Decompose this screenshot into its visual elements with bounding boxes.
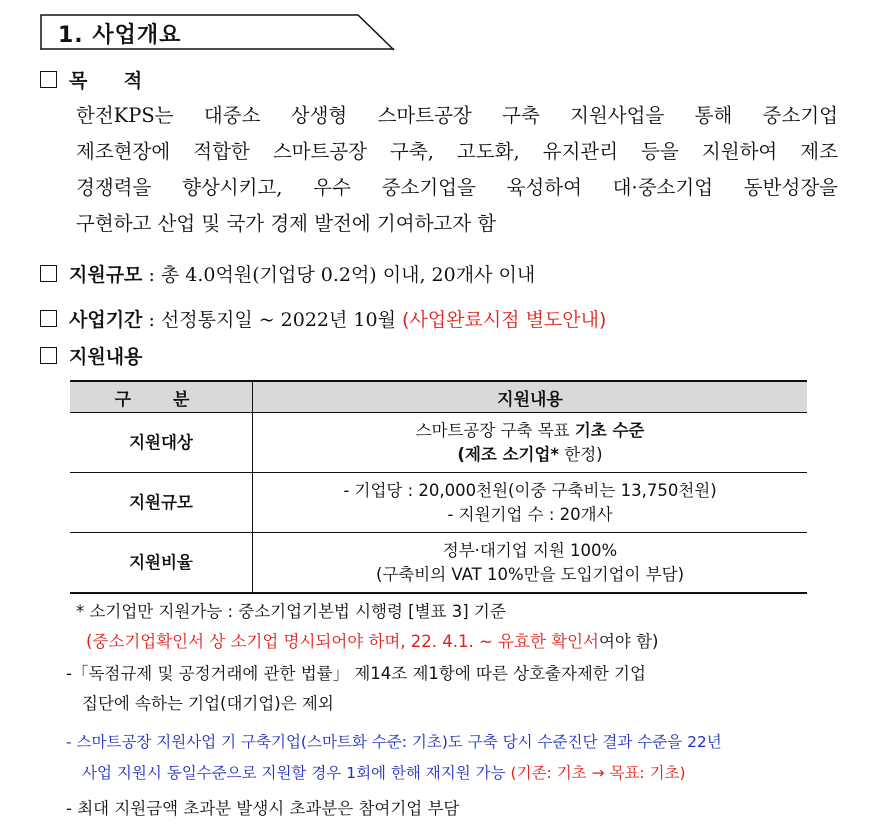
- row-content: [253, 533, 808, 594]
- row-text: (구축비의 VAT 10%만을 도입기업이 부담): [375, 564, 685, 584]
- row-text: - 지원기업 수 : 20개사: [447, 504, 613, 524]
- scale-row: [40, 260, 535, 287]
- header-content: 지원내용: [253, 381, 808, 413]
- note-reapply-line1: - 스마트공장 지원사업 기 구축기업(스마트화 수준: 기초)도 구축 당시 수준진단 결과 수준을 22년: [66, 733, 722, 751]
- content-label: 지원내용: [69, 346, 143, 368]
- purpose-paragraph: [76, 98, 838, 242]
- note-certificate: [86, 628, 658, 652]
- period-row: [40, 305, 606, 332]
- content-heading: [40, 342, 142, 369]
- purpose-line: 경쟁력을 향상시키고, 우수 중소기업을 육성하여 대·중소기업 동반성장을: [76, 176, 838, 199]
- row-content: [253, 473, 808, 533]
- row-category: 지원규모: [70, 473, 253, 533]
- header-category: 구 분: [70, 381, 253, 413]
- purpose-heading: [40, 66, 144, 93]
- note-certificate-tail: 여야 함): [598, 632, 659, 651]
- row-text-bold: (제조 소기업*: [457, 444, 560, 464]
- note-small-business: * 소기업만 지원가능 : 중소기업기본법 시행령 [별표 3] 기준: [76, 602, 506, 621]
- table-header-row: [70, 381, 807, 413]
- period-text: : 선정통지일 ~ 2022년 10월: [142, 309, 402, 331]
- note-reapply-line2: [82, 761, 686, 783]
- note-excess: - 최대 지원금액 초과분 발생시 초과분은 참여기업 부담: [66, 799, 460, 818]
- row-text-bold: 기초 수준: [574, 420, 645, 440]
- row-text: 한정): [559, 444, 603, 464]
- row-category: 지원대상: [70, 413, 253, 473]
- purpose-line: 구현하고 산업 및 국가 경제 발전에 기여하고자 함: [76, 212, 497, 235]
- section-title: 1. 사업개요: [58, 23, 182, 48]
- purpose-line: 한전KPS는 대중소 상생형 스마트공장 구축 지원사업을 통해 중소기업: [76, 104, 838, 127]
- checkbox-square-icon: [40, 71, 57, 88]
- note-exclusion-line1: -「독점규제 및 공정거래에 관한 법률」 제14조 제1항에 따른 상호출자제한 기업: [66, 664, 646, 683]
- period-note: (사업완료시점 별도안내): [402, 309, 607, 331]
- checkbox-square-icon: [40, 265, 57, 282]
- note-certificate-red: (중소기업확인서 상 소기업 명시되어야 하며, 22. 4.1. ~ 유효한 확인서: [86, 632, 599, 651]
- table-row: [70, 533, 807, 594]
- note-reapply-red: (기존: 기초 → 목표: 기초): [510, 764, 686, 782]
- scale-label: 지원규모: [69, 264, 143, 286]
- purpose-line: 제조현장에 적합한 스마트공장 구축, 고도화, 유지관리 등을 지원하여 제조: [76, 140, 838, 163]
- table-row: [70, 413, 807, 473]
- purpose-label: 목 적: [69, 70, 145, 92]
- table-row: [70, 473, 807, 533]
- row-content: [253, 413, 808, 473]
- scale-text: : 총 4.0억원(기업당 0.2억) 이내, 20개사 이내: [142, 264, 536, 286]
- checkbox-square-icon: [40, 347, 57, 364]
- row-text: 스마트공장 구축 목표: [415, 420, 575, 440]
- checkbox-square-icon: [40, 310, 57, 327]
- support-table: [70, 380, 807, 594]
- row-text: - 기업당 : 20,000천원(이중 구축비는 13,750천원): [343, 480, 717, 500]
- period-label: 사업기간: [69, 309, 143, 331]
- row-category: 지원비율: [70, 533, 253, 594]
- note-exclusion-line2: 집단에 속하는 기업(대기업)은 제외: [82, 694, 334, 713]
- note-reapply-blue: 사업 지원시 동일수준으로 지원할 경우 1회에 한해 재지원 가능: [82, 764, 511, 782]
- row-text: 정부·대기업 지원 100%: [442, 540, 618, 560]
